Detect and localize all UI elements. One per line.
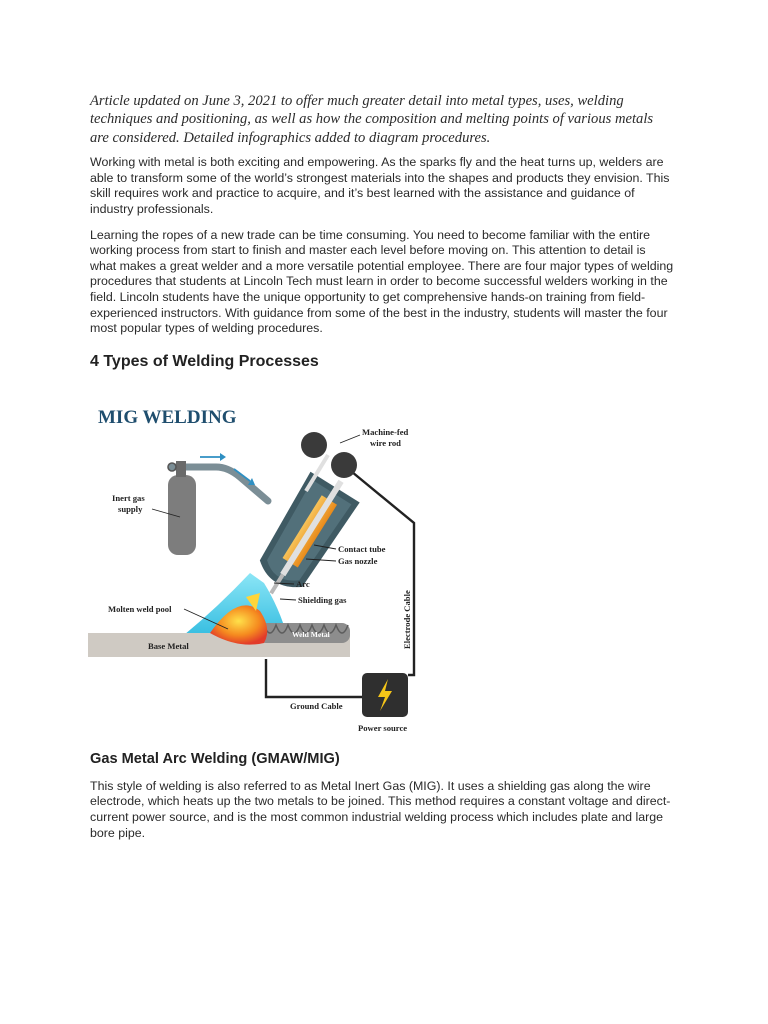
label-molten-weld-pool: Molten weld pool — [108, 603, 172, 614]
label-gas-nozzle: Gas nozzle — [338, 555, 378, 566]
label-arc: Arc — [296, 578, 310, 589]
label-inert-gas-2: supply — [118, 503, 143, 514]
label-contact-tube: Contact tube — [338, 543, 386, 554]
wire-feed-roller-top — [301, 432, 327, 458]
subsection-heading: Gas Metal Arc Welding (GMAW/MIG) — [90, 750, 340, 767]
article-update-note: Article updated on June 3, 2021 to offer much greater detail into metal types, uses, welding techniques and positioning, as well as how the composition and melting points of various metals are considered. Detailed infographics added to diagram procedures. — [90, 93, 654, 146]
gas-flow-arrowhead — [220, 453, 226, 461]
cylinder-valve — [176, 461, 186, 477]
label-electrode-cable: Electrode Cable — [402, 589, 412, 649]
label-inert-gas-1: Inert gas — [112, 492, 145, 503]
ground-cable-line — [266, 659, 362, 697]
label-shielding-gas: Shielding gas — [298, 594, 347, 605]
label-machine-fed-1: Machine-fed — [362, 426, 409, 437]
paragraph-intro: Working with metal is both exciting and empowering. As the sparks fly and the heat turns up, welders are able to transform some of the world’s strongest materials into the shapes and products they envision. This skill requires work and practice to acquire, and it’s best learned with the assistance and guidance of industry professionals. — [90, 155, 670, 216]
label-weld-metal: Weld Metal — [292, 629, 330, 639]
label-machine-fed-2: wire rod — [370, 437, 401, 448]
diagram-title: MIG WELDING — [98, 406, 237, 428]
label-base-metal: Base Metal — [148, 640, 189, 651]
wire-feed-roller-bottom — [331, 452, 357, 478]
label-power-source: Power source — [358, 722, 408, 733]
article — [90, 92, 674, 851]
section-heading: 4 Types of Welding Processes — [90, 352, 319, 370]
label-ground-cable: Ground Cable — [290, 700, 343, 711]
paragraph-gmaw: This style of welding is also referred to as Metal Inert Gas (MIG). It uses a shielding gas along the wire electrode, which heats up the two metals to be joined. This method requires a constant voltage and direct-current power source, and is the most common industrial welding process which includes plate and large bore pipe. — [90, 778, 671, 840]
mig-welding-svg — [88, 397, 428, 737]
paragraph-learning: Learning the ropes of a new trade can be time consuming. You need to become familiar with the entire working process from start to finish and master each level before moving on. This attention to detail is what makes a great welder and a more versatile potential employee. There are four major types of welding procedures that students at Lincoln Tech must learn in order to become successful welders working in the field. Lincoln students have the unique opportunity to get comprehensive hands-on training from field-experienced instructors. With guidance from some of the best in the industry, students will master the four most popular types of welding procedures. — [90, 227, 674, 336]
mig-welding-diagram — [88, 397, 428, 737]
